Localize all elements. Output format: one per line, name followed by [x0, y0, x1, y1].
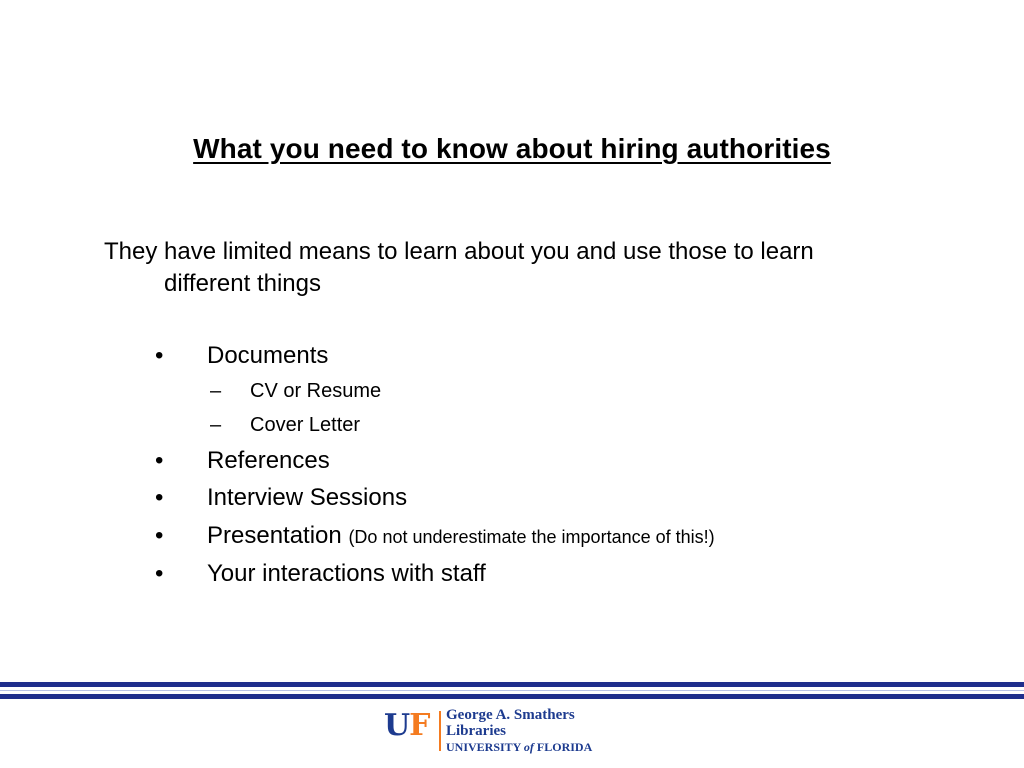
bullet-marker: • — [155, 447, 164, 474]
logo-line-3-florida: FLORIDA — [533, 740, 593, 754]
bullet-text: Documents — [207, 342, 329, 369]
logo-text — [446, 707, 592, 755]
bullet-marker: • — [155, 484, 164, 511]
bullet-item-presentation — [155, 521, 715, 552]
bullet-item-references — [155, 446, 330, 476]
bullet-marker: • — [155, 522, 164, 549]
footer-rule-top — [0, 682, 1024, 687]
intro-line-2: different things — [164, 270, 321, 297]
sub-bullet-text: CV or Resume — [250, 380, 382, 402]
bullet-note: (Do not underestimate the importance of this!) — [348, 527, 715, 547]
logo-mark-u: U — [384, 708, 410, 743]
logo-line-2: Libraries — [446, 723, 506, 739]
uf-logo-mark — [384, 709, 429, 743]
logo-line-3-of: of — [523, 740, 534, 754]
bullet-text: Presentation — [207, 522, 342, 549]
bullet-text: Your interactions with staff — [207, 560, 486, 587]
bullet-text: Interview Sessions — [207, 484, 408, 511]
logo-line-1: George A. Smathers — [446, 707, 575, 723]
logo-line-3 — [446, 739, 592, 755]
bullet-item-interactions — [155, 559, 486, 589]
sub-bullet-marker: – — [210, 414, 222, 436]
bullet-text: References — [207, 447, 330, 474]
footer-rule-bottom — [0, 694, 1024, 699]
logo-mark-f: F — [409, 708, 430, 743]
bullet-marker: • — [155, 560, 164, 587]
sub-bullet-marker: – — [210, 380, 222, 402]
intro-line-1: They have limited means to learn about you and use those to learn — [104, 238, 814, 265]
bullet-item-interview-sessions — [155, 483, 407, 513]
sub-bullet-text: Cover Letter — [250, 414, 361, 436]
sub-bullet-item-cover-letter — [210, 412, 360, 438]
uf-libraries-logo — [384, 705, 644, 753]
logo-divider — [439, 711, 441, 751]
bullet-marker: • — [155, 342, 164, 369]
sub-bullet-item-cv — [210, 378, 381, 404]
logo-line-3-university: UNIVERSITY — [446, 740, 524, 754]
bullet-item-documents — [155, 341, 328, 371]
slide-title: What you need to know about hiring authorities — [193, 133, 831, 164]
footer-rule-middle — [0, 690, 1024, 691]
intro-paragraph — [104, 236, 964, 300]
